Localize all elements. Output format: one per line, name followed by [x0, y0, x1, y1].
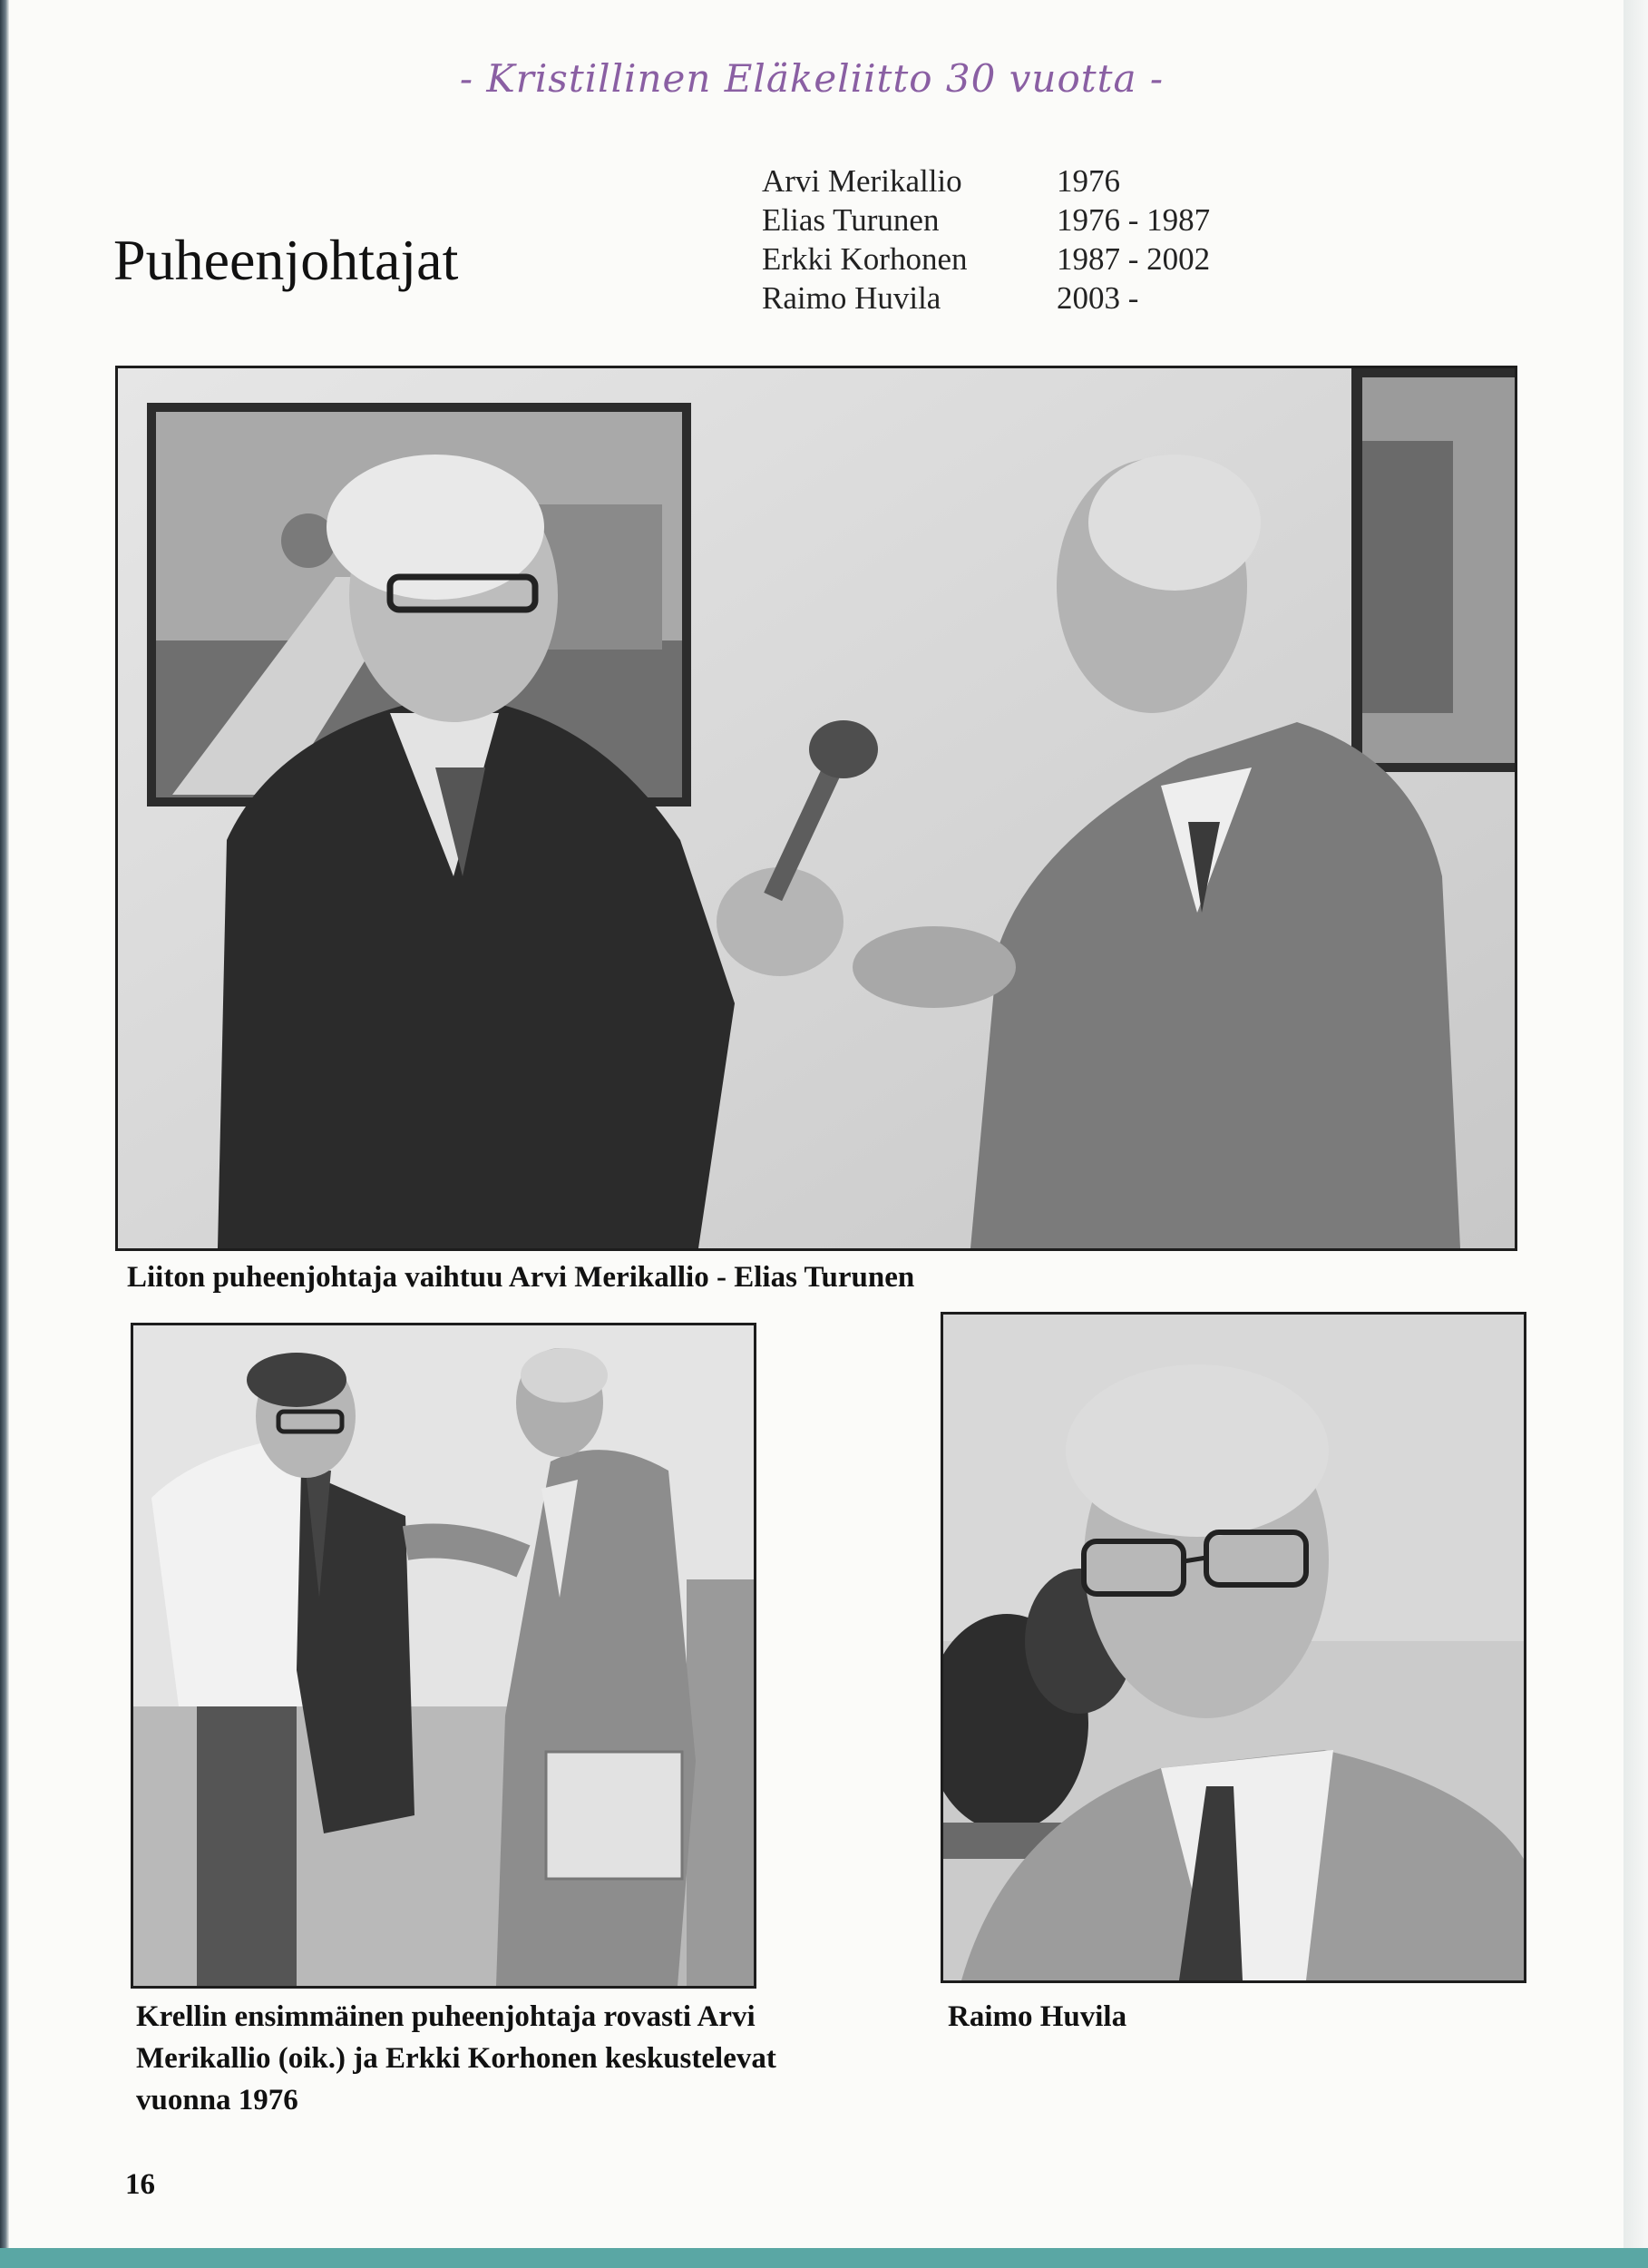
chair-row [762, 200, 1256, 240]
page-number: 16 [125, 2168, 155, 2201]
chair-row [762, 240, 1256, 279]
chairs-list [762, 161, 1256, 318]
chair-name: Raimo Huvila [762, 280, 941, 316]
chair-row [762, 161, 1256, 200]
chair-years: 2003 - [1057, 280, 1139, 316]
main-photo-caption: Liiton puheenjohtaja vaihtuu Arvi Merikallio - Elias Turunen [127, 1261, 915, 1294]
chair-name: Erkki Korhonen [762, 241, 968, 277]
portrait-caption: Raimo Huvila [948, 2000, 1127, 2033]
lower-left-photo [131, 1323, 756, 1989]
lower-left-caption: Krellin ensimmäinen puheenjohtaja rovasti Arvi Merikallio (oik.) ja Erkki Korhonen keskustelevat vuonna 1976 [136, 2000, 776, 2116]
section-title: Puheenjohtajat [113, 228, 459, 292]
main-photo [115, 366, 1517, 1251]
chair-years: 1976 - 1987 [1057, 202, 1211, 238]
chair-years: 1976 [1057, 163, 1120, 199]
chair-years: 1987 - 2002 [1057, 241, 1211, 277]
running-header: - Kristillinen Eläkeliitto 30 vuotta - [459, 56, 1165, 101]
scan-right-edge [1624, 0, 1648, 2248]
binding-edge [0, 0, 9, 2248]
chair-name: Arvi Merikallio [762, 163, 962, 199]
portrait-photo [941, 1312, 1526, 1983]
chair-name: Elias Turunen [762, 202, 940, 238]
scan-bottom-edge [0, 2248, 1648, 2268]
chair-row [762, 279, 1256, 318]
